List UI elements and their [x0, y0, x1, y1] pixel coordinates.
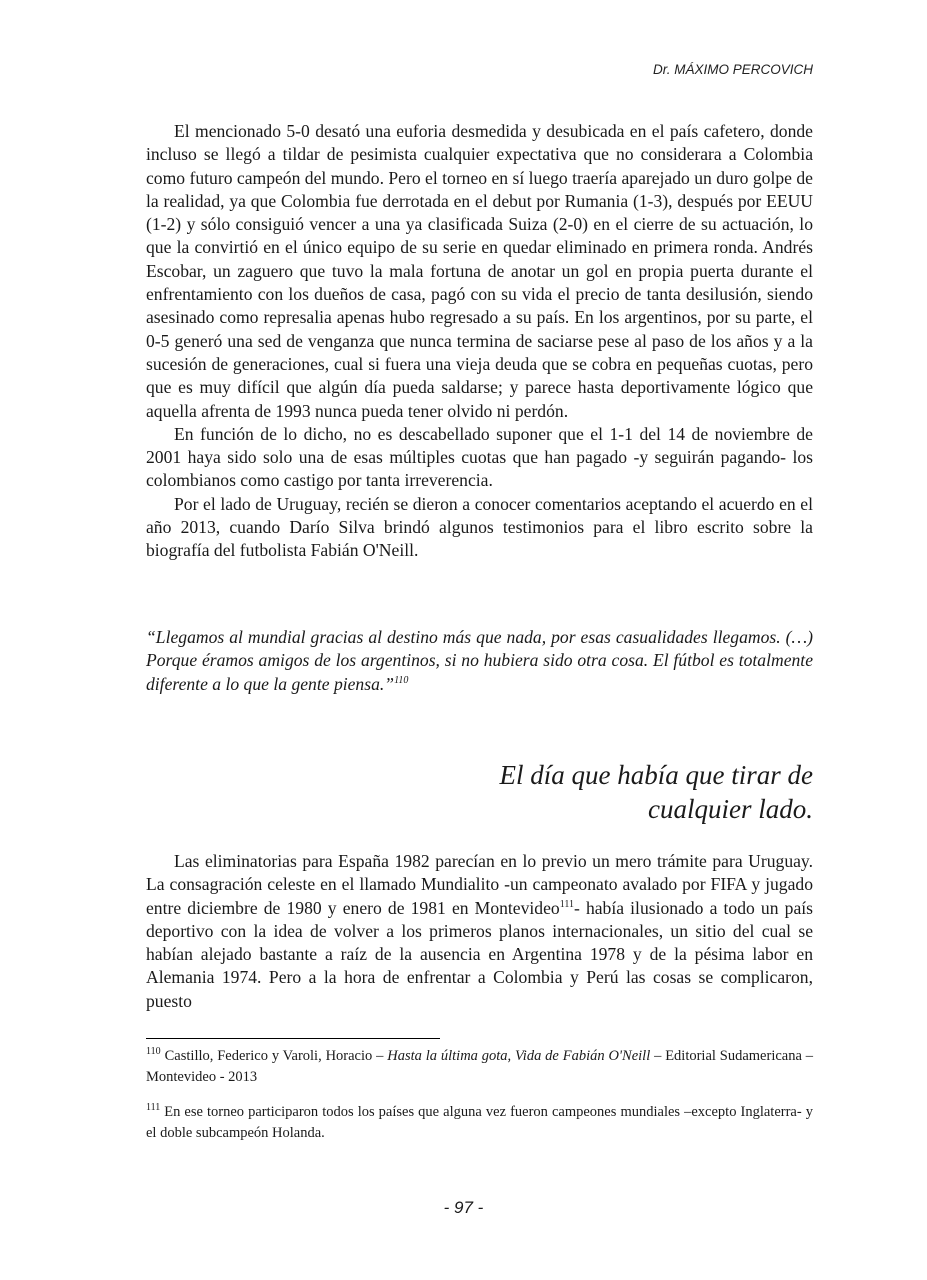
footnote-ref-111: 111 [559, 898, 574, 910]
footnote-text: Castillo, Federico y Varoli, Horacio – [164, 1048, 388, 1064]
paragraph-text-before-ref: Las eliminatorias para España 1982 parecían en lo previo un mero trámite para Uruguay. La consagración celeste en el llamado Mundialito -un campeonato avalado por FIFA y jugado entre diciembre de 1980 y enero de 1981 en Montevideo [146, 851, 813, 918]
quote-text: “Llegamos al mundial gracias al destino más que nada, por esas casualidades llegamos. (…) Porque éramos amigos de los argentinos, si no hubiera sido otra cosa. El fútbol es totalmente diferente a lo que la gente piensa.” [146, 627, 813, 694]
section-title-line-2: cualquier lado. [648, 794, 813, 824]
body-paragraph: Por el lado de Uruguay, recién se dieron a conocer comentarios aceptando el acuerdo en el año 2013, cuando Darío Silva brindó algunos testimonios para el libro escrito sobre la biografía del futbolista Fabián O'Neill. [146, 493, 813, 561]
footnote-text: En ese torneo participaron todos los países que alguna vez fueron campeones mundiales –excepto Inglaterra- y el doble subcampeón Holanda. [146, 1104, 813, 1141]
running-header-author: Dr. MÁXIMO PERCOVICH [652, 62, 813, 77]
footnote-number: 110 [146, 1046, 161, 1057]
body-text-section-1 [146, 120, 813, 563]
footnote-number: 111 [146, 1102, 161, 1113]
section-title-line-1: El día que había que tirar de [499, 760, 813, 790]
section-title [313, 758, 813, 826]
page-number: - 97 - [443, 1198, 484, 1217]
body-paragraph: En función de lo dicho, no es descabellado suponer que el 1-1 del 14 de noviembre de 2001 haya sido solo una de esas múltiples cuotas que han pagado -y seguirán pagando- los colombianos como castigo por tanta irreverencia. [146, 423, 813, 491]
footnote-text: – Editorial Sudamericana – Montevideo - 2013 [146, 1048, 814, 1085]
block-quote [146, 626, 813, 696]
footnote-separator [146, 1038, 440, 1039]
body-paragraph: El mencionado 5-0 desató una euforia desmedida y desubicada en el país cafetero, donde incluso se llegó a tildar de pesimista cualquier expectativa que no considerara a Colombia como futuro campeón del mundo. Pero el torneo en sí luego traería aparejado un duro golpe de la realidad, ya que Colombia fue derrotada en el debut por Rumania (1-3), después por EEUU (1-2) y sólo consiguió vencer a una ya clasificada Suiza (2-0) en el cierre de su actuación, lo que la convirtió en el único equipo de su serie en quedar eliminado en primera ronda. Andrés Escobar, un zaguero que tuvo la mala fortuna de anotar un gol en propia puerta durante el enfrentamiento con los dueños de casa, pagó con su vida el precio de tanta desilusión, siendo asesinado como represalia apenas hubo regresado a su país. En los argentinos, por su parte, el 0-5 generó una sed de venganza que nunca termina de saciarse pese al paso de los años y a la sucesión de generaciones, cual si fuera una vieja deuda que se cobra en pequeñas cuotas, pero que es muy difícil que algún día pueda saldarse; y parece hasta deportivamente lógico que aquella afrenta de 1993 nunca pueda tener olvido ni perdón. [146, 121, 813, 421]
footnote-ref-110: 110 [394, 674, 409, 686]
footnote-book-title: Hasta la última gota, Vida de Fabián O'Neill [387, 1048, 651, 1064]
body-text-section-2 [146, 850, 813, 1013]
footnote-110 [146, 1046, 813, 1088]
body-paragraph [146, 850, 813, 1013]
footnote-111 [146, 1102, 813, 1144]
paragraph-text-after-ref: - había ilusionado a todo un país deportivo con la idea de volver a los primeros planos internacionales, un sitio del cual se habían alejado bastante a raíz de la ausencia en Argentina 1978 y de la pésima labor en Alemania 1974. Pero a la hora de enfrentar a Colombia y Perú las cosas se complicaron, puesto [146, 897, 813, 1011]
